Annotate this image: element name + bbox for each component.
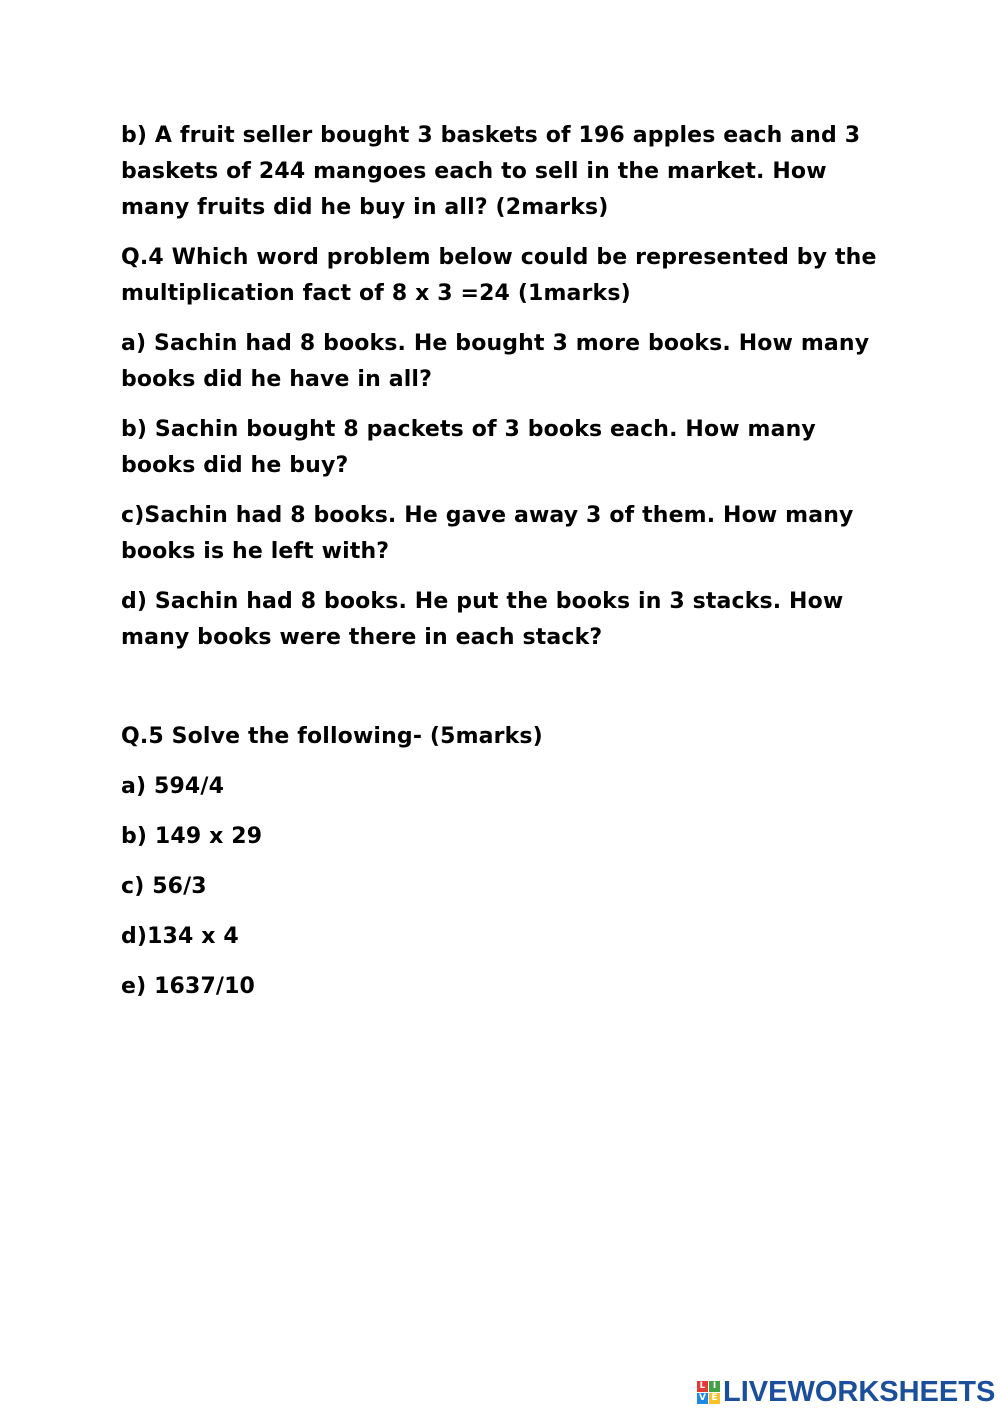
- question-5-heading: Q.5 Solve the following- (5marks): [121, 724, 543, 749]
- liveworksheets-logo: [697, 1372, 995, 1412]
- question-4-option-d: d) Sachin had 8 books. He put the books in 3 stacks. How many books were there in each stack?: [121, 589, 844, 650]
- section-spacer: [121, 670, 891, 719]
- logo-text: LIVEWORKSHEETS: [723, 1375, 996, 1408]
- question-4-option-c: c)Sachin had 8 books. He gave away 3 of them. How many books is he left with?: [121, 503, 854, 564]
- question-5-item-e: e) 1637/10: [121, 974, 256, 999]
- logo-mark-v: V: [697, 1393, 708, 1404]
- question-5-item-a: a) 594/4: [121, 774, 225, 799]
- question-3b-text: b) A fruit seller bought 3 baskets of 196 apples each and 3 baskets of 244 mangoes each to sell in the market. How many fruits did he buy in all? (2marks): [121, 123, 861, 220]
- question-5-item-c: c) 56/3: [121, 874, 207, 899]
- logo-mark-i: I: [709, 1381, 720, 1392]
- question-4-text: Q.4 Which word problem below could be represented by the multiplication fact of 8 x 3 =24 (1marks): [121, 245, 877, 306]
- logo-mark-l: L: [697, 1381, 708, 1392]
- worksheet-content: [121, 118, 891, 1019]
- question-5-item-d: d)134 x 4: [121, 924, 239, 949]
- question-5-item-b: b) 149 x 29: [121, 824, 263, 849]
- question-4-option-a: a) Sachin had 8 books. He bought 3 more books. How many books did he have in all?: [121, 331, 870, 392]
- logo-mark-icon: [697, 1381, 720, 1404]
- question-4-option-b: b) Sachin bought 8 packets of 3 books each. How many books did he buy?: [121, 417, 816, 478]
- logo-mark-e: E: [709, 1393, 720, 1404]
